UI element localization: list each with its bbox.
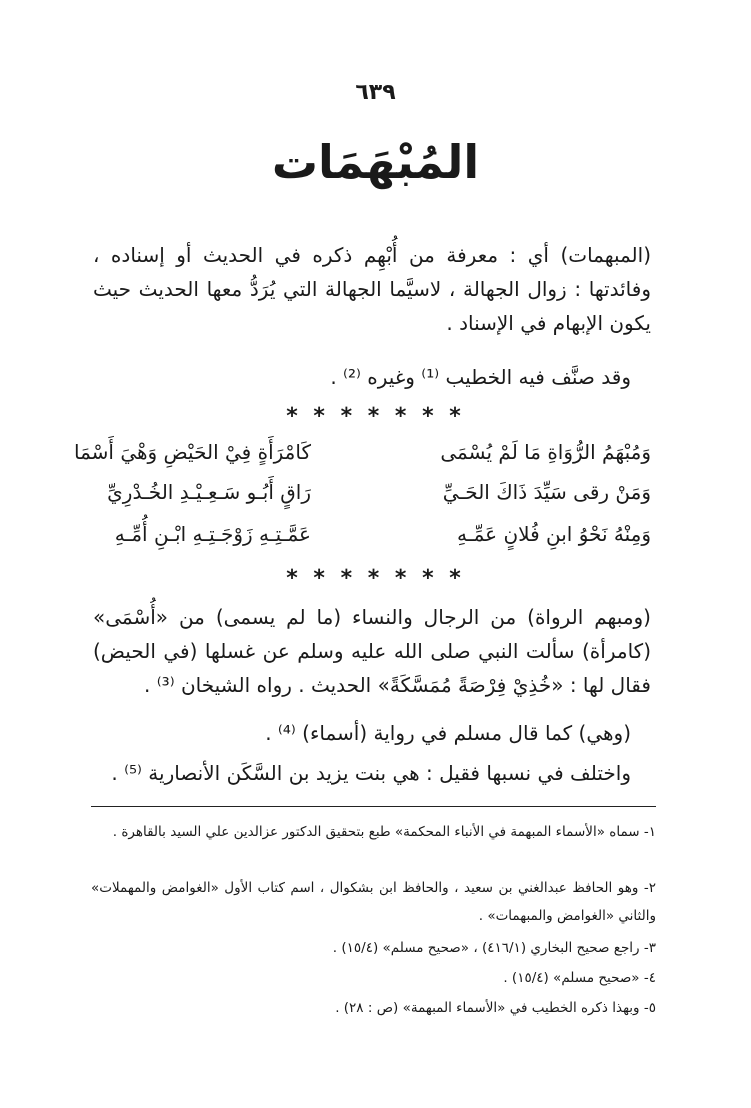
verse-first-hemistich: وَمُبْهَمُ الرُّوَاةِ مَا لَمْ يُسْمَى [440,440,651,464]
verse-second-hemistich: عَمَّـتِـهِ زَوْجَـتِـهِ ابْـنِ أُمِّـهِ [114,522,311,546]
footnote-divider [91,806,656,807]
verse-second-hemistich: كَامْرَأَةٍ فِيْ الحَيْضِ وَهْيَ أَسْمَا [73,440,311,464]
footnote-2: ٢- وهو الحافظ عبدالغني بن سعيد ، والحافظ ابن بشكوال ، اسم كتاب الأول «الغوامض والمهملات» والثاني «الغوامض والمبهمات» . [91,880,656,924]
commentary-line: (وهي) كما قال مسلم في رواية (أسماء) ⁽⁴⁾ . [265,721,631,745]
verse-line [91,522,651,556]
footnote-5: ٥- وبهذا ذكره الخطيب في «الأسماء المبهمة» (ص : ٢٨) . [335,1000,656,1016]
commentary-paragraph: (ومبهم الرواة) من الرجال والنساء (ما لم يسمى) من «أُسْمَى» (كامرأة) سألت النبي صلى الله عليه وسلم عن غسلها (في الحيض) فقال لها : «خُذِيْ فِرْصَةً مُمَسَّكَةً» الحديث . رواه الشيخان ⁽³⁾ . [93,605,651,697]
footnote-1: ١- سماه «الأسماء المبهمة في الأنباء المحكمة» طبع بتحقيق الدكتور عزالدين علي السيد بالقاهرة . [112,824,656,840]
separator-stars: * * * * * * * [286,404,465,429]
verse-second-hemistich: رَاقٍ أَبُـو سَـعِـيْـدِ الخُـدْرِيِّ [107,480,311,504]
footnote-3: ٣- راجع صحيح البخاري (٤١٦/١) ، «صحيح مسلم» (١٥/٤) . [332,940,656,956]
verse-line [91,480,651,514]
page-number: ٦٣٩ [355,80,396,105]
commentary-line: واختلف في نسبها فقيل : هي بنت يزيد بن السَّكَن الأنصارية ⁽⁵⁾ . [111,761,631,785]
intro-paragraph: (المبهمات) أي : معرفة من أُبْهِم ذكره في الحديث أو إسناده ، وفائدتها : زوال الجهالة ، لاسيَّما الجهالة التي يُرَدُّ معها الحديث حيث يكون الإبهام في الإسناد . [93,243,651,335]
footnote-4: ٤- «صحيح مسلم» (١٥/٤) . [503,970,656,986]
verse-line [73,440,651,474]
chapter-title: المُبْهَمَات [271,135,480,189]
verse-first-hemistich: وَمِنْهُ نَحْوُ ابنِ فُلانٍ عَمِّـهِ [457,522,651,546]
verse-first-hemistich: وَمَنْ رقى سَيِّدَ ذَاكَ الحَـيِّ [442,480,651,504]
authors-line: وقد صنَّف فيه الخطيب ⁽¹⁾ وغيره ⁽²⁾ . [330,365,631,389]
separator-stars: * * * * * * * [286,566,465,591]
